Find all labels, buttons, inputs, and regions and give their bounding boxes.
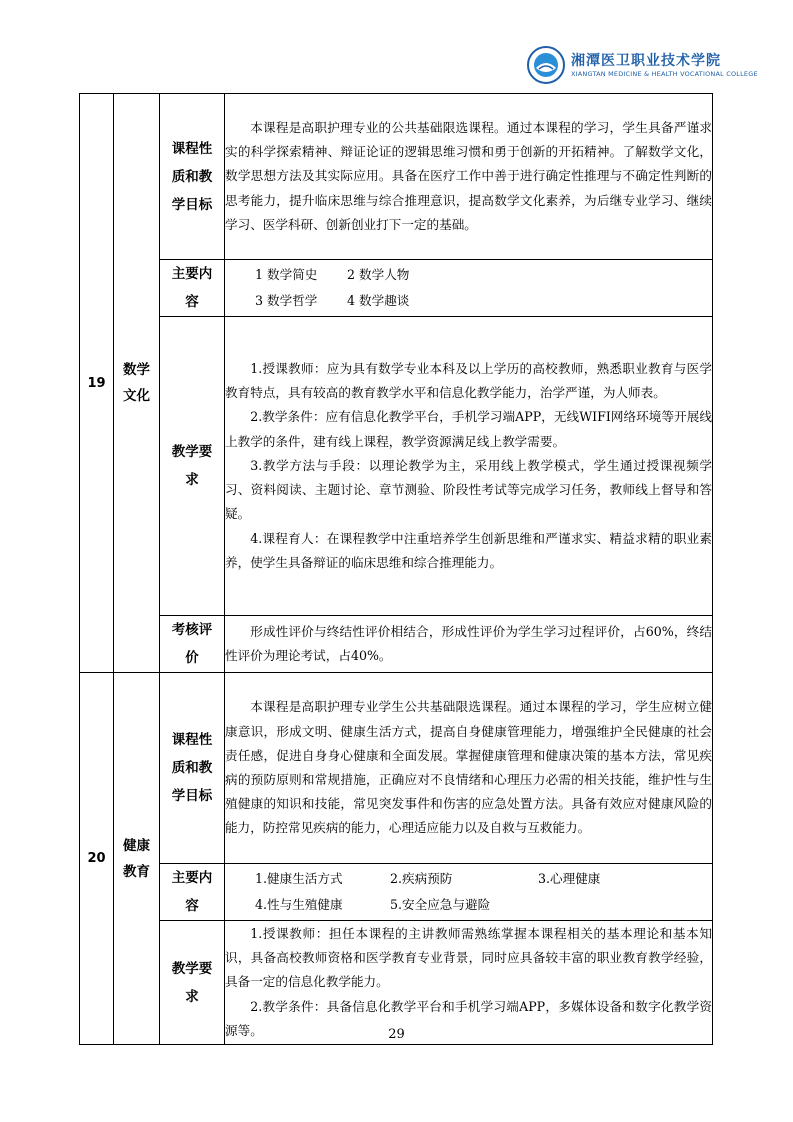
logo-name: 湘潭医卫职业技术学院 [571, 53, 721, 69]
course-20-content-row [80, 864, 713, 921]
logo-subtitle: XIANGTAN MEDICINE & HEALTH VOCATIONAL COLLEGE [571, 70, 758, 78]
section-label-assessment: 考核评价 [160, 616, 225, 673]
course-20-nature-row [80, 673, 713, 864]
course-number: 19 [80, 94, 114, 673]
section-label-requirements: 教学要求 [160, 317, 225, 616]
course-name: 数学文化 [114, 94, 160, 673]
course-name: 健康教育 [114, 673, 160, 1045]
page-number: 29 [388, 1027, 405, 1042]
list-item: 1 数学简史 [255, 267, 318, 282]
section-content-requirements [225, 317, 713, 616]
section-label-content: 主要内容 [160, 864, 225, 921]
paragraph: 2.教学条件：具备信息化教学平台和手机学习端APP，多媒体设备和数字化教学资源等。 [225, 998, 712, 1038]
college-logo [527, 46, 758, 86]
list-item: 2 数学人物 [347, 267, 410, 282]
paragraph: 形成性评价与终结性评价相结合，形成性评价为学生学习过程评价，占60%，终结性评价为理论考试，占40%。 [225, 623, 712, 663]
section-content-nature [225, 673, 713, 864]
section-content-assessment [225, 616, 713, 673]
section-label-nature: 课程性质和教学目标 [160, 94, 225, 260]
section-content-items [225, 260, 713, 317]
paragraph: 1.授课教师：担任本课程的主讲教师需熟练掌握本课程相关的基本理论和基本知识，具备高校教师资格和医学教育专业背景，同时应具备较丰富的职业教育教学经验，具备一定的信息化教学能力。 [225, 925, 712, 990]
list-item: 5.安全应急与避险 [390, 897, 491, 912]
list-item: 4.性与生殖健康 [255, 897, 343, 912]
list-item: 2.疾病预防 [390, 871, 453, 886]
section-label-requirements: 教学要求 [160, 921, 225, 1045]
section-content-nature [225, 94, 713, 260]
course-20-requirements-row [80, 921, 713, 1045]
paragraph: 本课程是高职护理专业的公共基础限选课程。通过本课程的学习，学生具备严谨求实的科学探索精神、辩证论证的逻辑思维习惯和勇于创新的开拓精神。了解数学文化，数学思想方法及其实际应用。具备在医疗工作中善于进行确定性推理与不确定性判断的思考能力，提升临床思维与综合推理意识，提高数学文化素养，为后继专业学习、继续学习、医学科研、创新创业打下一定的基础。 [225, 119, 712, 232]
paragraph: 2.教学条件：应有信息化教学平台，手机学习端APP，无线WIFI网络环境等开展线上教学的条件，建有线上课程，教学资源满足线上教学需要。 [225, 409, 712, 449]
course-19-assessment-row [80, 616, 713, 673]
paragraph: 4.课程育人：在课程教学中注重培养学生创新思维和严谨求实、精益求精的职业素养，使学生具备辩证的临床思维和综合推理能力。 [225, 530, 712, 570]
course-number: 20 [80, 673, 114, 1045]
course-table [79, 93, 713, 1045]
course-19-nature-row [80, 94, 713, 260]
section-content-requirements [225, 921, 713, 1045]
list-item: 3 数学哲学 [255, 293, 318, 308]
course-19-requirements-row [80, 317, 713, 616]
paragraph: 本课程是高职护理专业学生公共基础限选课程。通过本课程的学习，学生应树立健康意识，形成文明、健康生活方式，提高自身健康管理能力，增强维护全民健康的社会责任感，促进自身身心健康和全面发展。掌握健康管理和健康决策的基本方法，常见疾病的预防原则和常规措施，正确应对不良情绪和心理压力必需的相关技能，维护性与生殖健康的知识和技能，常见突发事件和伤害的应急处置方法。具备有效应对健康风险的能力，防控常见疾病的能力，心理适应能力以及自救与互救能力。 [225, 699, 712, 836]
course-19-content-row [80, 260, 713, 317]
section-content-items [225, 864, 713, 921]
paragraph: 1.授课教师：应为具有数学专业本科及以上学历的高校教师，熟悉职业教育与医学教育特点，具有较高的教育教学水平和信息化教学能力，治学严谨，为人师表。 [225, 361, 712, 401]
section-label-content: 主要内容 [160, 260, 225, 317]
college-emblem-icon [527, 46, 565, 84]
list-item: 1.健康生活方式 [255, 871, 343, 886]
list-item: 4 数学趣谈 [347, 293, 410, 308]
paragraph: 3.教学方法与手段：以理论教学为主，采用线上教学模式，学生通过授课视频学习、资料阅读、主题讨论、章节测验、阶段性考试等完成学习任务，教师线上督导和答疑。 [225, 457, 712, 522]
list-item: 3.心理健康 [538, 871, 601, 886]
section-label-nature: 课程性质和教学目标 [160, 673, 225, 864]
